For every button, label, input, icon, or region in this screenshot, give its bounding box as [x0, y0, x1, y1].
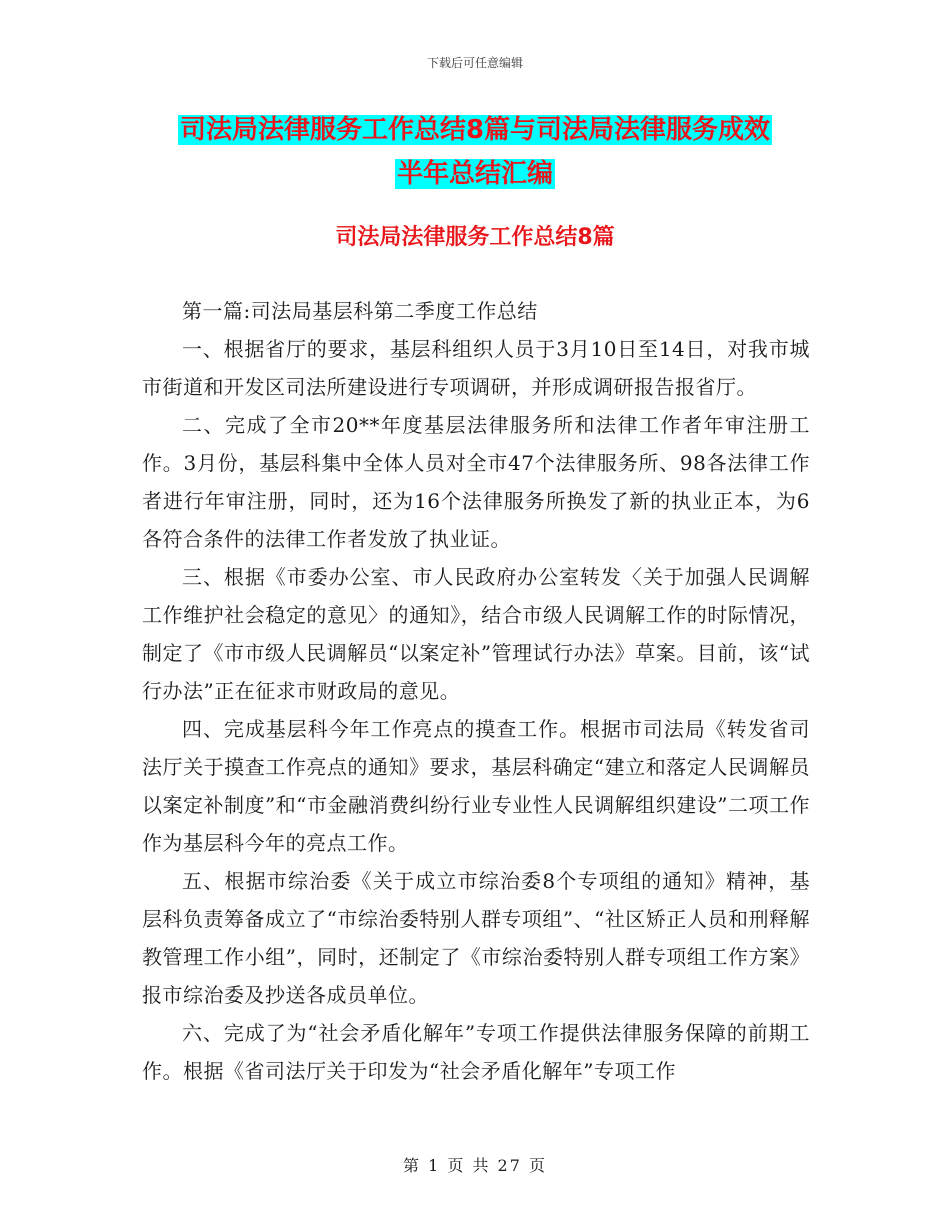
page-number-footer: 第 1 页 共 27 页 — [403, 1156, 547, 1175]
page-header-note: 下载后可任意编辑 — [426, 56, 523, 70]
paragraph-item-1: 一、根据省厅的要求，基层科组织人员于3月10日至14日，对我市城市街道和开发区司法所建设进行专项调研，并形成调研报告报省厅。 — [142, 337, 810, 399]
paragraph-chapter-heading: 第一篇:司法局基层科第二季度工作总结 — [182, 299, 538, 323]
document-title-line-2-text: 半年总结汇编 — [396, 159, 553, 189]
document-title-line-1-text: 司法局法律服务工作总结8篇与司法局法律服务成效 — [179, 115, 771, 145]
document-title-line-1 — [140, 111, 810, 149]
paragraph-item-5: 五、根据市综治委《关于成立市综治委8个专项组的通知》精神，基层科负责筹备成立了“市综治委特别人群专项组”、“社区矫正人员和刑释解教管理工作小组”，同时，还制定了《市综治委特别人群专项组工作方案》报市综治委及抄送各成员单位。 — [142, 869, 810, 1007]
paragraph-item-4: 四、完成基层科今年工作亮点的摸查工作。根据市司法局《转发省司法厅关于摸查工作亮点的通知》要求，基层科确定“建立和落定人民调解员以案定补制度”和“市金融消费纠纷行业专业性人民调解组织建设”二项工作作为基层科今年的亮点工作。 — [142, 717, 810, 855]
paragraph-item-2: 二、完成了全市20**年度基层法律服务所和法律工作者年审注册工作。3月份，基层科集中全体人员对全市47个法律服务所、98各法律工作者进行年审注册，同时，还为16个法律服务所换发了新的执业正本，为6各符合条件的法律工作者发放了执业证。 — [142, 413, 810, 551]
document-body — [142, 292, 810, 1090]
paragraph-item-3: 三、根据《市委办公室、市人民政府办公室转发〈关于加强人民调解工作维护社会稳定的意见〉的通知》，结合市级人民调解工作的时际情况，制定了《市市级人民调解员“以案定补”管理试行办法》草案。目前，该“试行办法”正在征求市财政局的意见。 — [142, 565, 810, 703]
document-title-line-2 — [140, 155, 810, 193]
paragraph-item-6: 六、完成了为“社会矛盾化解年”专项工作提供法律服务保障的前期工作。根据《省司法厅关于印发为“社会矛盾化解年”专项工作 — [142, 1021, 810, 1083]
section-title: 司法局法律服务工作总结8篇 — [335, 225, 615, 250]
